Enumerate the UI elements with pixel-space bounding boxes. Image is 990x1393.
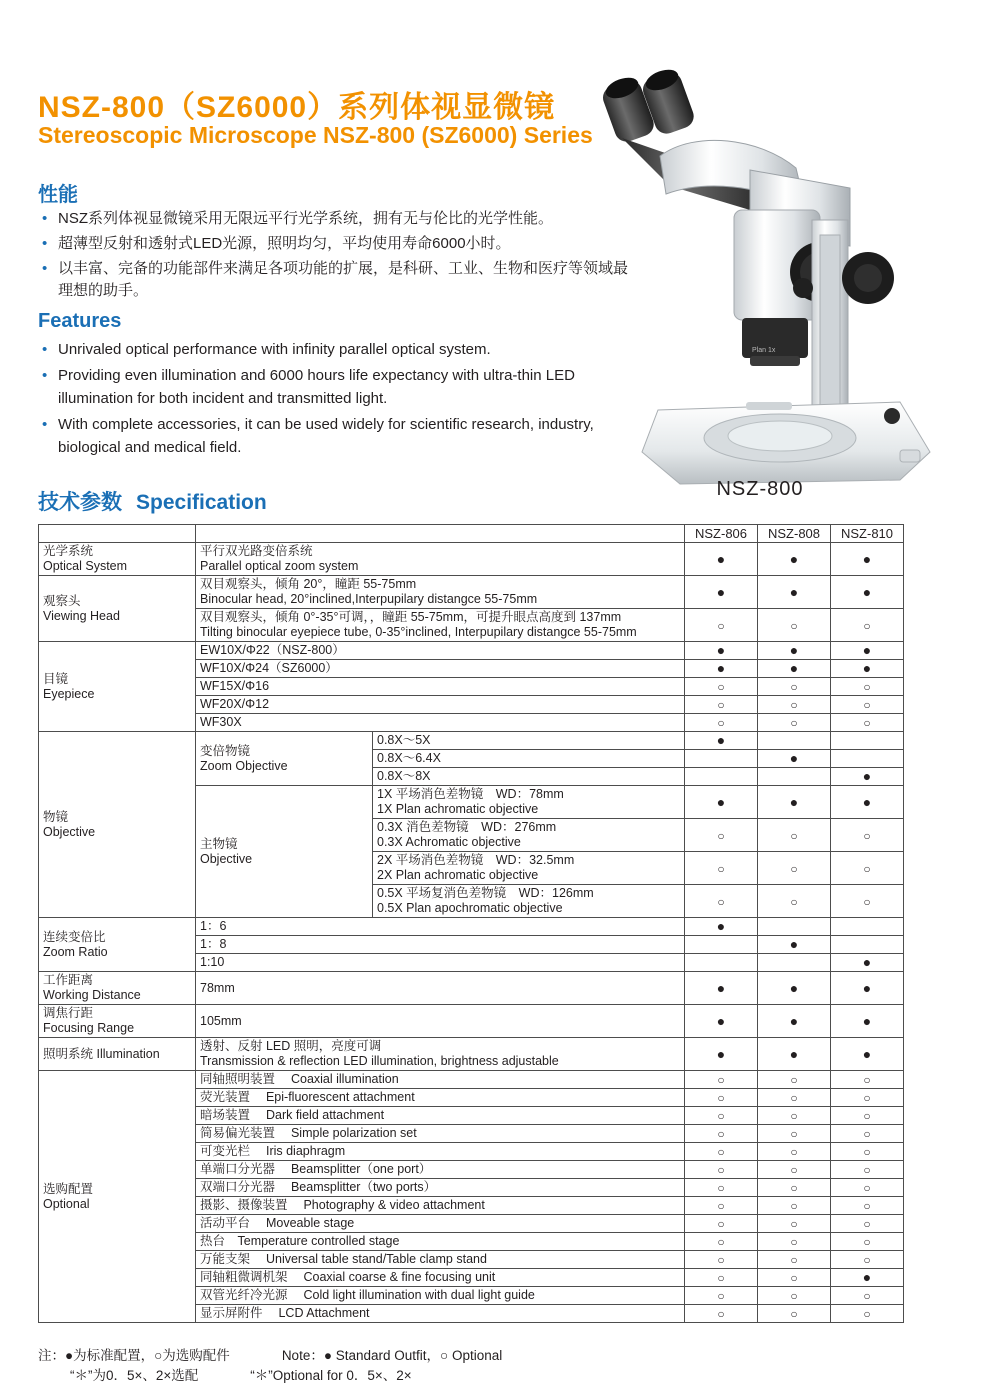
table-row <box>39 543 904 576</box>
spec-mark: ○ <box>831 1179 904 1197</box>
spec-mark: ○ <box>758 1287 831 1305</box>
product-caption: NSZ-800 <box>716 478 804 500</box>
spec-mark <box>758 732 831 750</box>
spec-description: 0.8X～6.4X <box>373 750 685 768</box>
spec-description: 1:10 <box>196 954 685 972</box>
spec-description: 简易偏光装置 Simple polarization set <box>196 1125 685 1143</box>
spec-category: 物镜 Objective <box>39 732 196 918</box>
spec-mark: ○ <box>758 1305 831 1323</box>
table-row <box>39 918 904 936</box>
spec-mark: ○ <box>831 1161 904 1179</box>
spec-category: 选购配置 Optional <box>39 1071 196 1323</box>
spec-description: 双管光纤冷光源 Cold light illumination with dual light guide <box>196 1287 685 1305</box>
spec-mark: ○ <box>685 885 758 918</box>
spec-mark <box>831 750 904 768</box>
spec-description: 双目观察头，倾角 20°，瞳距 55-75mm Binocular head, 20°inclined,Interpupilary distangce 55-75mm <box>196 576 685 609</box>
spec-mark: ○ <box>685 1143 758 1161</box>
spec-mark: ● <box>831 1038 904 1071</box>
spec-category: 目镜 Eyepiece <box>39 642 196 732</box>
spec-description: 0.3X 消色差物镜 WD：276mm 0.3X Achromatic objective <box>373 819 685 852</box>
spec-description: 同轴照明装置 Coaxial illumination <box>196 1071 685 1089</box>
spec-mark: ○ <box>831 819 904 852</box>
spec-mark: ○ <box>831 1125 904 1143</box>
spec-category: 观察头 Viewing Head <box>39 576 196 642</box>
spec-mark: ○ <box>685 1287 758 1305</box>
spec-mark: ○ <box>831 1143 904 1161</box>
spec-category: 连续变倍比 Zoom Ratio <box>39 918 196 972</box>
table-row <box>39 1005 904 1038</box>
header-spacer <box>39 525 196 543</box>
spec-description: 单端口分光器 Beamsplitter（one port） <box>196 1161 685 1179</box>
spec-mark: ○ <box>758 1233 831 1251</box>
features-heading: Features <box>38 310 122 332</box>
performance-heading: 性能 <box>38 184 78 206</box>
list-item: • NSZ系列体视显微镜采用无限远平行光学系统，拥有无与伦比的光学性能。 <box>38 208 638 230</box>
spec-mark: ○ <box>758 678 831 696</box>
spec-description: 1X 平场消色差物镜 WD：78mm 1X Plan achromatic objective <box>373 786 685 819</box>
spec-mark: ○ <box>685 819 758 852</box>
spec-mark: ○ <box>758 1197 831 1215</box>
spec-mark: ○ <box>758 1071 831 1089</box>
spec-heading-en: Specification <box>136 491 267 514</box>
spec-mark: ○ <box>685 714 758 732</box>
spec-mark: ● <box>831 768 904 786</box>
spec-mark: ○ <box>831 1197 904 1215</box>
spec-mark: ○ <box>758 1269 831 1287</box>
spec-mark: ○ <box>685 1269 758 1287</box>
spec-mark <box>758 918 831 936</box>
spec-mark: ○ <box>831 1089 904 1107</box>
spec-description: 平行双光路变倍系统 Parallel optical zoom system <box>196 543 685 576</box>
spec-description: WF15X/Φ16 <box>196 678 685 696</box>
spec-mark: ● <box>758 972 831 1005</box>
spec-mark: ● <box>758 750 831 768</box>
spec-description: 可变光栏 Iris diaphragm <box>196 1143 685 1161</box>
spec-mark: ● <box>685 576 758 609</box>
spec-mark: ● <box>831 972 904 1005</box>
spec-mark: ● <box>685 642 758 660</box>
spec-description: 78mm <box>196 972 685 1005</box>
spec-mark: ○ <box>758 609 831 642</box>
spec-mark: ○ <box>685 678 758 696</box>
spec-mark: ○ <box>758 1215 831 1233</box>
spec-mark: ○ <box>685 1197 758 1215</box>
spec-description: 摄影、摄像装置 Photography & video attachment <box>196 1197 685 1215</box>
spec-mark: ● <box>685 1005 758 1038</box>
spec-description: 双目观察头，倾角 0°-35°可调，，瞳距 55-75mm，可提升眼点高度到 137mm Tilting binocular eyepiece tube, 0-35°inclined, Interpupilary distangce 55-75mm <box>196 609 685 642</box>
spec-mark: ○ <box>685 1251 758 1269</box>
spec-mark: ○ <box>831 1071 904 1089</box>
spec-mark: ○ <box>831 1305 904 1323</box>
table-row <box>39 1038 904 1071</box>
spec-mark: ○ <box>758 1251 831 1269</box>
spec-description: 暗场装置 Dark field attachment <box>196 1107 685 1125</box>
spec-mark: ○ <box>685 1305 758 1323</box>
spec-mark: ● <box>758 642 831 660</box>
spec-description: 0.8X～8X <box>373 768 685 786</box>
spec-mark <box>685 750 758 768</box>
column-header-2: NSZ-808 <box>758 525 831 543</box>
spec-mark: ○ <box>685 1125 758 1143</box>
spec-mark: ○ <box>685 1179 758 1197</box>
spec-mark: ● <box>685 1038 758 1071</box>
spec-mark: ● <box>831 660 904 678</box>
svg-text:Plan 1x: Plan 1x <box>752 347 776 354</box>
spec-mark: ○ <box>831 1287 904 1305</box>
spec-mark: ● <box>831 642 904 660</box>
spec-mark <box>685 954 758 972</box>
product-photo <box>600 60 960 500</box>
spec-mark: ○ <box>685 1161 758 1179</box>
spec-mark: ○ <box>685 1107 758 1125</box>
spec-mark: ● <box>831 1269 904 1287</box>
spec-description: WF20X/Φ12 <box>196 696 685 714</box>
table-row <box>39 732 904 750</box>
features-list <box>38 338 638 462</box>
spec-mark: ○ <box>831 696 904 714</box>
spec-mark: ○ <box>685 852 758 885</box>
spec-mark: ● <box>831 576 904 609</box>
spec-description: 0.5X 平场复消色差物镜 WD：126mm 0.5X Plan apochromatic objective <box>373 885 685 918</box>
list-item: • Unrivaled optical performance with infinity parallel optical system. <box>38 338 638 361</box>
spec-mark: ○ <box>758 1143 831 1161</box>
spec-description: 双端口分光器 Beamsplitter（two ports） <box>196 1179 685 1197</box>
spec-description: 0.8X～5X <box>373 732 685 750</box>
spec-description: 荧光装置 Epi-fluorescent attachment <box>196 1089 685 1107</box>
spec-mark: ● <box>831 786 904 819</box>
spec-mark: ○ <box>758 1089 831 1107</box>
spec-mark: ○ <box>758 714 831 732</box>
spec-description: 1：6 <box>196 918 685 936</box>
spec-mark: ○ <box>831 714 904 732</box>
spec-description: 活动平台 Moveable stage <box>196 1215 685 1233</box>
spec-mark <box>758 954 831 972</box>
spec-mark: ○ <box>758 819 831 852</box>
performance-list <box>38 208 638 305</box>
spec-heading-cn: 技术参数 <box>38 491 122 514</box>
spec-mark: ○ <box>758 852 831 885</box>
spec-description: EW10X/Φ22（NSZ-800） <box>196 642 685 660</box>
spec-mark: ● <box>831 1005 904 1038</box>
spec-mark: ○ <box>758 1161 831 1179</box>
spec-category: 光学系统 Optical System <box>39 543 196 576</box>
spec-mark: ○ <box>831 885 904 918</box>
spec-description: 透射、反射 LED 照明，亮度可调 Transmission & reflection LED illumination, brightness adjustable <box>196 1038 685 1071</box>
spec-mark: ○ <box>685 1089 758 1107</box>
spec-mark <box>685 768 758 786</box>
spec-mark: ● <box>685 972 758 1005</box>
spec-mark: ○ <box>831 609 904 642</box>
spec-category: 调焦行距 Focusing Range <box>39 1005 196 1038</box>
spec-mark <box>685 936 758 954</box>
spec-description: 同轴粗微调机架 Coaxial coarse & fine focusing unit <box>196 1269 685 1287</box>
spec-mark: ● <box>758 660 831 678</box>
spec-mark: ○ <box>831 852 904 885</box>
table-row <box>39 576 904 609</box>
spec-mark <box>831 918 904 936</box>
spec-mark: ● <box>685 918 758 936</box>
spec-description: WF30X <box>196 714 685 732</box>
table-header-row <box>39 525 904 543</box>
spec-mark: ● <box>758 1038 831 1071</box>
note-line1-en: Note：● Standard Outfit，○ Optional <box>281 1348 503 1363</box>
spec-mark: ● <box>685 786 758 819</box>
spec-category: 工作距离 Working Distance <box>39 972 196 1005</box>
spec-mark: ○ <box>758 1107 831 1125</box>
spec-mark: ○ <box>685 609 758 642</box>
list-item: • 以丰富、完备的功能部件来满足各项功能的扩展，是科研、工业、生物和医疗等领域最理想的助手。 <box>38 258 638 302</box>
spec-mark <box>831 936 904 954</box>
page-title-en: Stereoscopic Microscope NSZ-800 (SZ6000) Series <box>38 122 593 148</box>
spec-mark: ○ <box>685 1071 758 1089</box>
spec-mark: ○ <box>758 696 831 714</box>
spec-description: WF10X/Φ24（SZ6000） <box>196 660 685 678</box>
spec-description: 1：8 <box>196 936 685 954</box>
note-line2-cn: “＊”为0．5×、2×选配 <box>70 1368 199 1383</box>
spec-description: 万能支架 Universal table stand/Table clamp stand <box>196 1251 685 1269</box>
spec-mark: ○ <box>758 1125 831 1143</box>
table-row <box>39 1071 904 1089</box>
spec-description: 显示屏附件 LCD Attachment <box>196 1305 685 1323</box>
spec-mark <box>758 768 831 786</box>
spec-mark <box>831 732 904 750</box>
spec-mark: ● <box>831 954 904 972</box>
spec-mark: ○ <box>685 1233 758 1251</box>
spec-mark: ● <box>831 543 904 576</box>
list-item: • With complete accessories, it can be used widely for scientific research, industry, biological and medical field. <box>38 413 638 459</box>
table-row <box>39 642 904 660</box>
spec-mark: ○ <box>831 678 904 696</box>
column-header-1: NSZ-806 <box>685 525 758 543</box>
column-header-3: NSZ-810 <box>831 525 904 543</box>
note-line1-cn: 注：●为标准配置，○为选购配件 <box>38 1348 230 1363</box>
specification-table <box>38 524 904 1323</box>
list-item: • Providing even illumination and 6000 hours life expectancy with ultra-thin LED illumination for both incident and transmitted light. <box>38 364 638 410</box>
spec-category: 照明系统 Illumination <box>39 1038 196 1071</box>
spec-mark: ● <box>685 660 758 678</box>
spec-subcategory: 主物镜 Objective <box>196 786 373 918</box>
spec-subcategory: 变倍物镜 Zoom Objective <box>196 732 373 786</box>
spec-description: 热台 Temperature controlled stage <box>196 1233 685 1251</box>
spec-mark: ● <box>758 1005 831 1038</box>
spec-mark: ● <box>758 936 831 954</box>
spec-mark: ○ <box>758 1179 831 1197</box>
spec-mark: ● <box>758 576 831 609</box>
spec-mark: ○ <box>831 1107 904 1125</box>
spec-mark: ○ <box>831 1215 904 1233</box>
spec-description: 105mm <box>196 1005 685 1038</box>
page-title-cn: NSZ-800（SZ6000）系列体视显微镜 <box>38 91 556 124</box>
footer-note <box>38 1346 938 1386</box>
spec-mark: ○ <box>685 696 758 714</box>
list-item: • 超薄型反射和透射式LED光源，照明均匀，平均使用寿命6000小时。 <box>38 233 638 255</box>
spec-description: 2X 平场消色差物镜 WD：32.5mm 2X Plan achromatic objective <box>373 852 685 885</box>
spec-mark: ● <box>758 786 831 819</box>
spec-mark: ○ <box>831 1233 904 1251</box>
spec-heading <box>38 486 267 516</box>
note-line2-en: “＊”Optional for 0．5×、2× <box>250 1368 412 1383</box>
spec-mark: ● <box>685 543 758 576</box>
table-row <box>39 972 904 1005</box>
spec-mark: ○ <box>685 1215 758 1233</box>
spec-mark: ● <box>685 732 758 750</box>
header-spacer <box>196 525 685 543</box>
spec-mark: ○ <box>758 885 831 918</box>
spec-mark: ● <box>758 543 831 576</box>
spec-mark: ○ <box>831 1251 904 1269</box>
